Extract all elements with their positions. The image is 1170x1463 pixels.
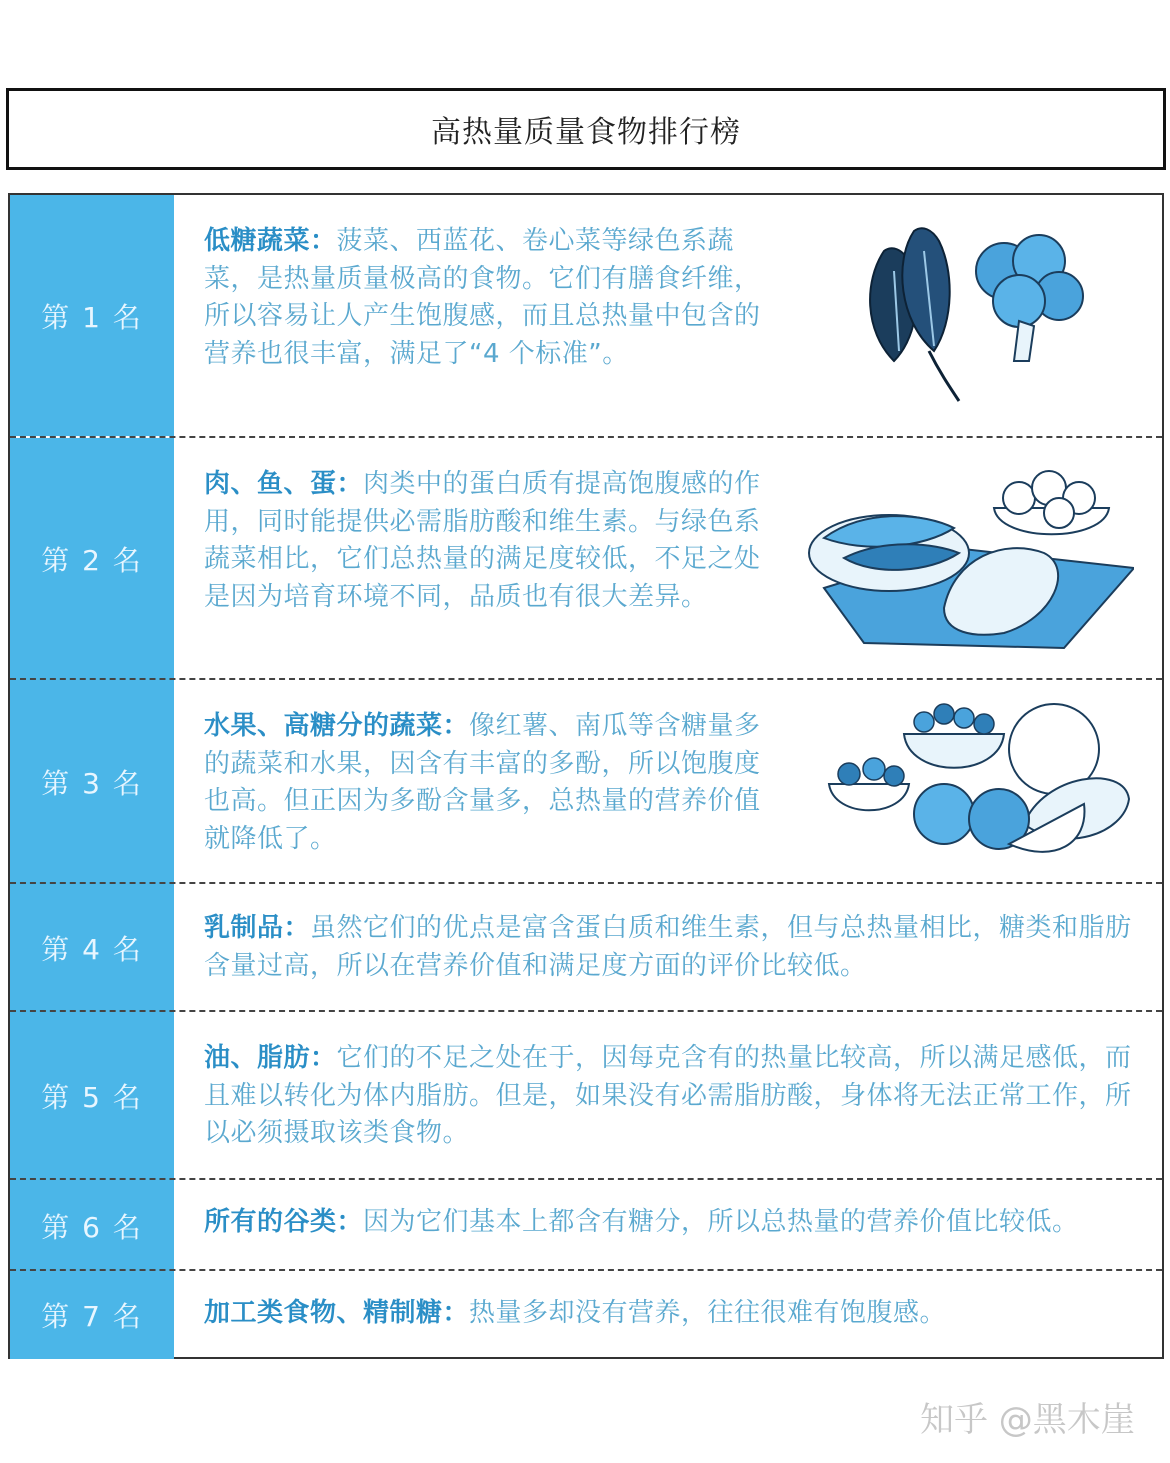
watermark: 知乎 @黑木崖 [920, 1400, 1135, 1440]
row-body: 菠菜、西蓝花、卷心菜等绿色系蔬菜，是热量质量极高的食物。它们有膳食纤维，所以容易让人产生饱腹感，而且总热量中包含的营养也很丰富，满足了“4 个标准”。 [204, 226, 761, 369]
row-heading: 加工类食物、精制糖： [204, 1298, 470, 1328]
rank-label: 第 3 名 [10, 680, 174, 884]
table-row [10, 1010, 1162, 1180]
row-body: 肉类中的蛋白质有提高饱腹感的作用，同时能提供必需脂肪酸和维生素。与绿色系蔬菜相比，它们总热量的满足度较低，不足之处是因为培育环境不同，品质也有很大差异。 [204, 469, 761, 612]
rank-label: 第 4 名 [10, 884, 174, 1012]
table-row [10, 678, 1162, 884]
title-box [6, 88, 1166, 170]
table-row [10, 195, 1162, 436]
row-content [174, 438, 1162, 680]
row-content [174, 1271, 1162, 1359]
table-row [10, 1178, 1162, 1271]
rank-label: 第 7 名 [10, 1271, 174, 1359]
table-row [10, 882, 1162, 1012]
row-text [204, 223, 784, 373]
row-text [204, 708, 784, 858]
page-title: 高热量质量食物排行榜 [431, 115, 741, 150]
fish-eggs-meat-illustration [804, 458, 1134, 658]
rank-label: 第 2 名 [10, 438, 174, 680]
row-body: 虽然它们的优点是富含蛋白质和维生素，但与总热量相比，糖类和脂肪含量过高，所以在营养价值和满足度方面的评价比较低。 [204, 913, 1132, 981]
row-heading: 水果、高糖分的蔬菜： [204, 711, 470, 741]
fruits-illustration [824, 694, 1134, 869]
row-text [204, 910, 1144, 985]
row-text [204, 1040, 1144, 1153]
row-content [174, 195, 1162, 436]
row-text [204, 466, 784, 616]
row-heading: 所有的谷类： [204, 1207, 364, 1237]
row-body: 热量多却没有营养，往往很难有饱腹感。 [469, 1298, 947, 1328]
row-body: 像红薯、南瓜等含糖量多的蔬菜和水果，因含有丰富的多酚，所以饱腹度也高。但正因为多酚含量多，总热量的营养价值就降低了。 [204, 711, 761, 854]
row-heading: 肉、鱼、蛋： [204, 469, 364, 499]
rank-label: 第 5 名 [10, 1012, 174, 1180]
row-body: 因为它们基本上都含有糖分，所以总热量的营养价值比较低。 [363, 1207, 1079, 1237]
row-text [204, 1204, 1154, 1242]
row-heading: 乳制品： [204, 913, 311, 943]
row-content [174, 1012, 1162, 1180]
rank-label: 第 1 名 [10, 195, 174, 436]
ranking-table [8, 193, 1164, 1359]
row-heading: 油、脂肪： [204, 1043, 337, 1073]
row-body: 它们的不足之处在于，因每克含有的热量比较高，所以满足感低，而且难以转化为体内脂肪。但是，如果没有必需脂肪酸，身体将无法正常工作，所以必须摄取该类食物。 [204, 1043, 1132, 1148]
spinach-broccoli-illustration [854, 211, 1094, 411]
row-heading: 低糖蔬菜： [204, 226, 337, 256]
row-content [174, 884, 1162, 1012]
row-text [204, 1295, 1144, 1333]
rank-label: 第 6 名 [10, 1180, 174, 1271]
table-row [10, 1269, 1162, 1359]
table-row [10, 436, 1162, 680]
row-content [174, 1180, 1162, 1271]
row-content [174, 680, 1162, 884]
